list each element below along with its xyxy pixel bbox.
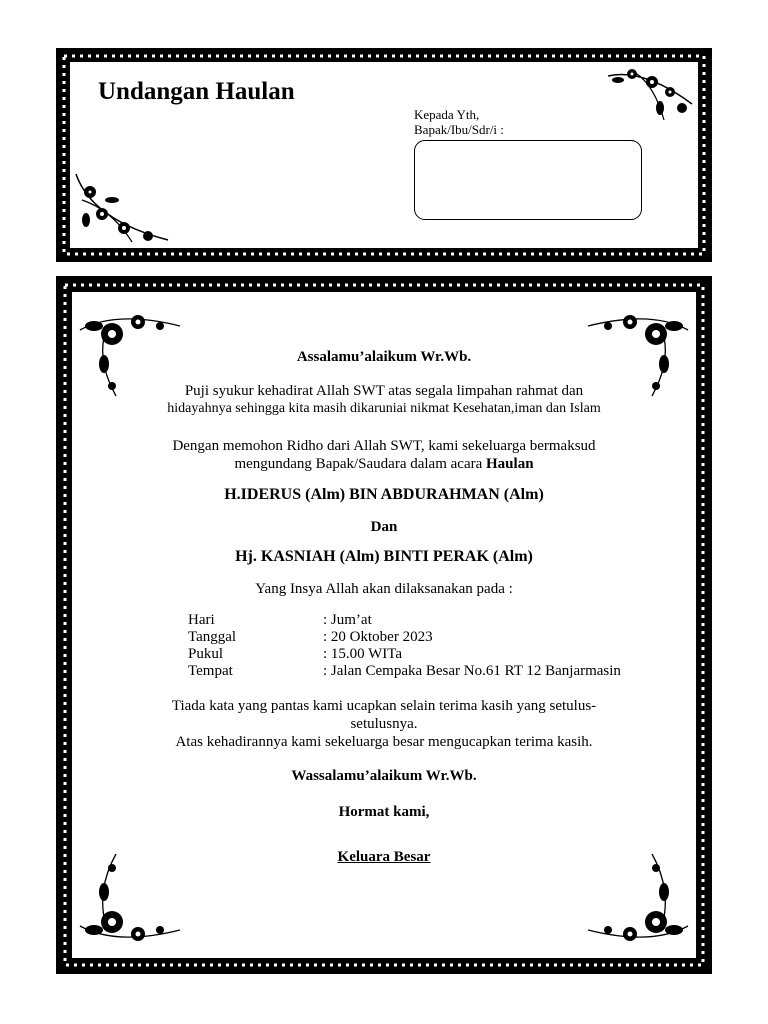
event-name: Haulan xyxy=(486,456,534,472)
recipient-line-2: Bapak/Ibu/Sdr/i : xyxy=(414,122,504,137)
detail-value-time: : 15.00 WITa xyxy=(323,646,403,662)
intro-line-1: Dengan memohon Ridho dari Allah SWT, kami sekeluarga bermaksud xyxy=(172,438,596,454)
regards: Hormat kami, xyxy=(338,804,430,820)
intro-line-2-text: mengundang Bapak/Saudara dalam acara xyxy=(234,456,487,472)
recipient-label xyxy=(414,107,504,137)
thanks-line-3: Atas kehadirannya kami sekeluarga besar mengucapkan terima kasih. xyxy=(175,734,593,750)
detail-label-place: Tempat xyxy=(188,663,233,679)
praise-line-1: Puji syukur kehadirat Allah SWT atas segala limpahan rahmat dan xyxy=(184,383,584,399)
detail-value-date: : 20 Oktober 2023 xyxy=(323,629,433,645)
closing: Wassalamu’alaikum Wr.Wb. xyxy=(291,768,477,784)
detail-label-date: Tanggal xyxy=(188,629,237,645)
intro-line-2 xyxy=(80,455,688,473)
envelope-title: Undangan Haulan xyxy=(98,78,295,105)
thanks-line-2: setulusnya. xyxy=(350,716,418,732)
address-box[interactable] xyxy=(414,140,642,220)
deceased-person-1: H.IDERUS (Alm) BIN ABDURAHMAN (Alm) xyxy=(224,486,544,503)
floral-corner-ornament-icon xyxy=(604,64,696,128)
conjunction: Dan xyxy=(370,519,398,535)
schedule-intro: Yang Insya Allah akan dilaksanakan pada : xyxy=(255,581,513,597)
floral-corner-ornament-icon xyxy=(72,170,172,246)
praise-line-2: hidayahnya sehingga kita masih dikaruniai nikmat Kesehatan,iman dan Islam xyxy=(167,401,601,416)
detail-label-day: Hari xyxy=(188,612,215,628)
detail-label-time: Pukul xyxy=(188,646,224,662)
signature: Keluara Besar xyxy=(337,849,431,865)
deceased-person-2: Hj. KASNIAH (Alm) BINTI PERAK (Alm) xyxy=(235,548,533,565)
greeting: Assalamu’alaikum Wr.Wb. xyxy=(296,349,472,365)
thanks-line-1: Tiada kata yang pantas kami ucapkan selain terima kasih yang setulus- xyxy=(171,698,597,714)
recipient-line-1: Kepada Yth, xyxy=(414,107,480,122)
detail-value-day: : Jum’at xyxy=(323,612,372,628)
detail-value-place: : Jalan Cempaka Besar No.61 RT 12 Banjarmasin xyxy=(323,663,621,679)
